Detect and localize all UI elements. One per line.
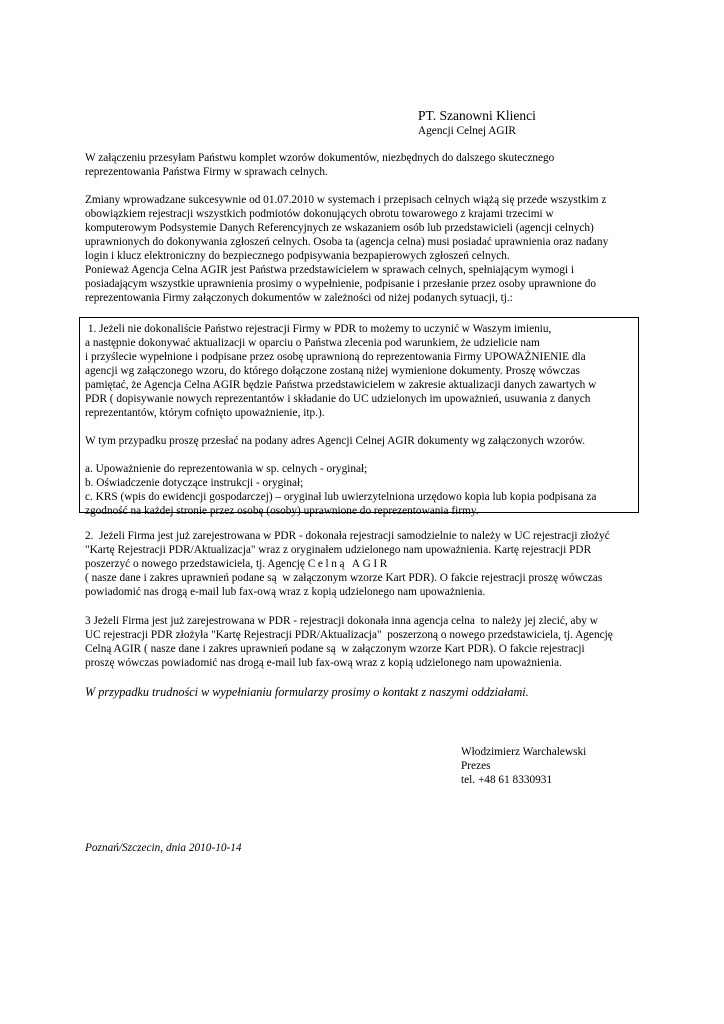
- agency-name-spaced: Celną AGIR: [307, 558, 390, 570]
- text-line: 3 Jeżeli Firma jest już zarejestrowana w PDR - rejestracji dokonała inna agencja celna to należy jej zlecić, aby w: [85, 615, 598, 627]
- place-date: Poznań/Szczecin, dnia 2010-10-14: [85, 842, 242, 854]
- doc-item: zgodność na każdej stronie przez osobę (osoby) uprawnione do reprezentowania firmy.: [85, 505, 479, 517]
- doc-item: b. Oświadczenie dotyczące instrukcji - oryginał;: [85, 477, 304, 489]
- text-line: 2. Jeżeli Firma jest już zarejestrowana w PDR - dokonała rejestracji samodzielnie to należy w UC rejestracji złożyć: [85, 530, 610, 542]
- case3-paragraph: [85, 614, 645, 670]
- text-line: a następnie dokonywać aktualizacji w oparciu o Państwa zlecenia pod warunkiem, że udzielicie nam: [85, 337, 540, 349]
- text-line: reprezentowania Państwa Firmy w sprawach celnych.: [85, 166, 328, 178]
- text-line: reprezentantów, którym cofnięto upoważnienie, itp.).: [85, 407, 325, 419]
- text-line: komputerowym Podsystemie Danych Referencyjnych ze wskazaniem osób lub przedstawicieli (agencji celnych): [85, 222, 594, 234]
- text-line: [85, 557, 645, 571]
- text-line: login i klucz elektroniczny do bezpiecznego podpisywania bezpapierowych zgłoszeń celnych.: [85, 250, 510, 262]
- changes-paragraph: [85, 193, 645, 305]
- text-line: UC rejestracji PDR złożyła "Kartę Rejestracji PDR/Aktualizacja" poszerzoną o nowego przedstawiciela, tj. Agencję: [85, 629, 613, 641]
- text-line: Celną AGIR ( nasze dane i zakres uprawnień podane są w załączonym wzorze Kart PDR). O fakcie rejestracji: [85, 643, 585, 655]
- text-line: powiadomić nas drogą e-mail lub fax-ową wraz z kopią udzielonego nam upoważnienia.: [85, 586, 486, 598]
- text-line: uprawnionych do dokonywania zgłoszeń celnych. Osoba ta (agencja celna) musi posiadać uprawnienia oraz nadany: [85, 236, 609, 248]
- recipient-title: PT. Szanowni Klienci: [418, 108, 536, 123]
- text-line: pamiętać, że Agencja Celna AGIR będzie Państwa przedstawicielem w zakresie aktualizacji danych zawartych w: [85, 379, 597, 391]
- text-line: ( nasze dane i zakres uprawnień podane są w załączonym wzorze Kart PDR). O fakcie rejestracji proszę wówczas: [85, 572, 603, 584]
- text-line: obowiązkiem rejestracji wszystkich podmiotów dokonujących obrotu towarowego z krajami trzecimi w: [85, 208, 554, 220]
- signatory-name: Włodzimierz Warchalewski: [461, 746, 587, 758]
- text-line: W załączeniu przesyłam Państwu komplet wzorów dokumentów, niezbędnych do dalszego skutecznego: [85, 152, 555, 164]
- text-line: PDR ( dopisywanie nowych reprezentantów i składanie do UC udzielonych im upoważnień, usuwania z danych: [85, 393, 591, 405]
- send-note: W tym przypadku proszę przesłać na podany adres Agencji Celnej AGIR dokumenty wg załączonych wzorów.: [85, 435, 586, 447]
- text-line: posiadającym wszystkie uprawnienia prosimy o wypełnienie, podpisanie i przesłanie przez osoby uprawnione do: [85, 278, 597, 290]
- text-line: Zmiany wprowadzane sukcesywnie od 01.07.2010 w systemach i przepisach celnych wiążą się przede wszystkim z: [85, 194, 607, 206]
- case1-box: [79, 317, 639, 517]
- contact-note: W przypadku trudności w wypełnianiu formularzy prosimy o kontakt z naszymi oddziałami.: [85, 685, 529, 699]
- text-line-prefix: poszerzyć o nowego przedstawiciela, tj. Agencję: [85, 558, 308, 570]
- doc-item: c. KRS (wpis do ewidencji gospodarczej) – oryginał lub uwierzytelniona urzędowo kopia lub kopia podpisana za: [85, 491, 597, 503]
- text-line: i przyślecie wypełnione i podpisane przez osobę uprawnioną do reprezentowania Firmy UPOWAŻNIENIE dla: [85, 351, 586, 363]
- text-line: "Kartę Rejestracji PDR/Aktualizacja" wraz z oryginałem udzielonego nam upoważnienia. Kartę rejestracji PDR: [85, 544, 592, 556]
- doc-item: a. Upoważnienie do reprezentowania w sp. celnych - oryginał;: [85, 463, 368, 475]
- intro-paragraph: [85, 151, 645, 179]
- text-line: agencji wg załączonego wzoru, do którego dołączone zostaną niżej wymienione dokumenty. Proszę wówczas: [85, 365, 580, 377]
- recipient-subtitle: Agencji Celnej AGIR: [418, 125, 516, 137]
- signature-block: [461, 745, 586, 787]
- text-line: proszę wówczas powiadomić nas drogą e-mail lub fax-ową wraz z kopią udzielonego nam upoważnienia.: [85, 657, 562, 669]
- text-line: Ponieważ Agencja Celna AGIR jest Państwa przedstawicielem w sprawach celnych, spełniającym wymogi i: [85, 264, 575, 276]
- signatory-phone: tel. +48 61 8330931: [461, 774, 553, 786]
- signatory-role: Prezes: [461, 760, 491, 772]
- text-line: 1. Jeżeli nie dokonaliście Państwo rejestracji Firmy w PDR to możemy to uczynić w Waszym imieniu,: [85, 323, 552, 335]
- text-line: reprezentowania Firmy załączonych dokumentów w zależności od niżej podanych sytuacji, tj.:: [85, 292, 513, 304]
- case2-paragraph: [85, 529, 645, 599]
